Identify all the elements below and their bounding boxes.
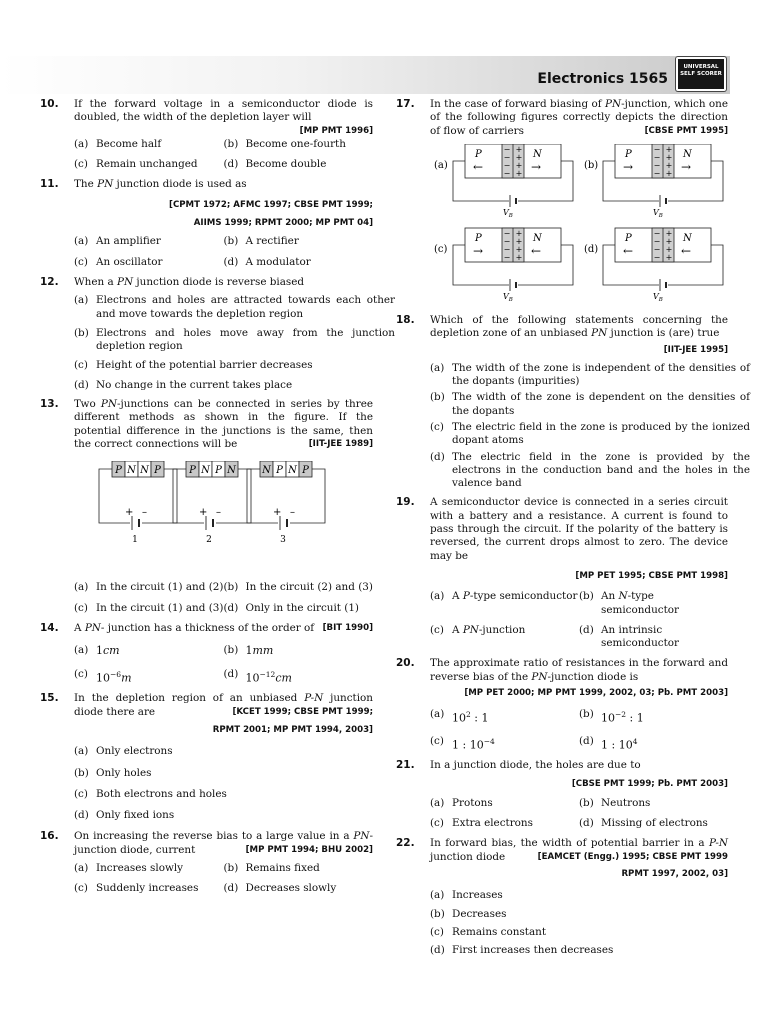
- right-column: [396, 98, 750, 963]
- question-13: [40, 398, 373, 615]
- battery-voltage-label: $V_B$: [503, 207, 513, 219]
- option-c[interactable]: (c) Suddenly increases: [74, 882, 199, 895]
- option-b[interactable]: (b) Decreases: [430, 907, 507, 920]
- battery-minus: –: [216, 507, 221, 519]
- option-b[interactable]: (b) An N-type semiconductor: [579, 590, 679, 616]
- positive-ion: +: [665, 152, 673, 162]
- negative-ion: −: [653, 252, 661, 262]
- positive-ion: +: [665, 244, 673, 254]
- option-b[interactable]: (b) $10^{-2}$ : 1: [579, 708, 644, 725]
- cell-label-P: P: [154, 465, 161, 477]
- cell-label-N: N: [262, 465, 271, 477]
- source-tag: [EAMCET (Engg.) 1995; CBSE PMT 1999: [537, 851, 728, 862]
- battery-voltage-label: $V_B$: [503, 291, 513, 303]
- option-d[interactable]: (d) No change in the current takes place: [74, 378, 293, 391]
- negative-ion: −: [653, 144, 661, 154]
- negative-ion: −: [653, 160, 661, 170]
- n-region-label: N: [683, 148, 692, 160]
- positive-ion: +: [515, 152, 523, 162]
- option-c[interactable]: (c) Both electrons and holes: [74, 787, 227, 800]
- question-22: [396, 837, 728, 957]
- source-tag: RPMT 2001; MP PMT 1994, 2003]: [212, 724, 373, 735]
- option-d[interactable]: (d) 1 : $10^4$: [579, 735, 638, 752]
- battery-voltage-label: $V_B$: [653, 291, 663, 303]
- figure-option-b: [584, 144, 723, 219]
- figure-label: (d): [584, 243, 599, 255]
- cell-label-P: P: [189, 465, 196, 477]
- option-a[interactable]: (a) Electrons and holes are attracted towards each other and move towards the depletion region: [74, 294, 395, 320]
- question-17: [396, 98, 728, 314]
- negative-ion: −: [503, 152, 511, 162]
- question-number: 19.: [396, 496, 415, 509]
- n-region-label: N: [533, 232, 542, 244]
- source-tag: [IIT-JEE 1995]: [663, 345, 728, 356]
- question-number: 20.: [396, 657, 415, 670]
- option-d[interactable]: (d) Only in the circuit (1): [223, 601, 359, 614]
- question-15: [40, 692, 373, 822]
- option-d[interactable]: (d) First increases then decreases: [430, 944, 614, 957]
- negative-ion: −: [653, 168, 661, 178]
- cell-label-P: P: [115, 465, 122, 477]
- cell-label-N: N: [140, 465, 149, 477]
- option-a[interactable]: (a) $10^2$ : 1: [430, 708, 489, 725]
- electron-flow-arrow: ←: [680, 243, 692, 258]
- source-tag: RPMT 1997, 2002, 03]: [621, 869, 728, 879]
- question-text: A semiconductor device is connected in a series circuit with a battery and a resistance. A current is found to pass through the circuit. If the polarity of the battery is reversed, the current drops almost to zero. The device may be: [430, 496, 728, 562]
- forward-bias-options-figure: [430, 144, 730, 314]
- question-text: Two PN-junctions can be connected in series by three different methods as shown in the figure. If the potential difference in the junctions is the same, then the correct connections will be [IIT-JEE 1989]: [74, 398, 374, 450]
- option-c[interactable]: (c) Extra electrons: [430, 817, 533, 830]
- series-junction-circuits-figure: [74, 461, 374, 553]
- question-number: 12.: [40, 275, 59, 288]
- question-number: 11.: [40, 178, 59, 191]
- electron-flow-arrow: ←: [530, 243, 542, 258]
- figure-option-d: [584, 228, 723, 303]
- cell-label-N: N: [201, 465, 210, 477]
- negative-ion: −: [653, 244, 661, 254]
- option-d[interactable]: (d) The electric field in the zone is provided by the electrons in the conduction band and the holes in the valence band: [430, 450, 750, 490]
- figure-label: (c): [434, 243, 448, 255]
- cell-label-P: P: [276, 465, 283, 477]
- option-d[interactable]: (d) An intrinsic semiconductor: [579, 623, 679, 650]
- positive-ion: +: [665, 160, 673, 170]
- source-tag: [IIT-JEE 1989]: [308, 438, 373, 449]
- negative-ion: −: [503, 244, 511, 254]
- option-c[interactable]: (c) 1 : $10^{-4}$: [430, 735, 495, 752]
- negative-ion: −: [503, 252, 511, 262]
- positive-ion: +: [515, 236, 523, 246]
- junction-circuit-2: [173, 461, 251, 545]
- option-a[interactable]: (a) Only electrons: [74, 745, 173, 758]
- question-number: 14.: [40, 621, 59, 634]
- p-region-label: P: [625, 148, 632, 160]
- battery-minus: –: [142, 507, 147, 519]
- question-12: [40, 275, 395, 392]
- question-18: [396, 313, 750, 491]
- positive-ion: +: [665, 252, 673, 262]
- option-a[interactable]: (a) The width of the zone is independent of the densities of the dopants (impurities): [430, 361, 750, 388]
- source-tag: [MP PMT 1996]: [299, 125, 373, 136]
- positive-ion: +: [515, 160, 523, 170]
- option-a[interactable]: (a) An amplifier: [74, 235, 161, 248]
- question-16: [40, 830, 373, 895]
- positive-ion: +: [665, 144, 673, 154]
- junction-circuit-1: [99, 461, 177, 545]
- circuit-number: 2: [206, 535, 212, 546]
- cell-label-N: N: [288, 465, 297, 477]
- n-region-label: N: [683, 232, 692, 244]
- option-d[interactable]: (d) Decreases slowly: [223, 882, 337, 895]
- source-tag: [MP PMT 1994; BHU 2002]: [245, 844, 373, 855]
- option-a[interactable]: (a) Protons: [430, 796, 493, 809]
- cell-label-N: N: [227, 465, 236, 477]
- battery-voltage-label: $V_B$: [653, 207, 663, 219]
- question-14: [40, 622, 373, 686]
- negative-ion: −: [503, 160, 511, 170]
- option-a[interactable]: (a) Increases slowly: [74, 862, 184, 875]
- question-number: 17.: [396, 98, 415, 110]
- source-tag: [MP PET 1995; CBSE PMT 1998]: [575, 570, 728, 581]
- negative-ion: −: [653, 228, 661, 238]
- option-a[interactable]: (a) Increases: [430, 889, 503, 902]
- negative-ion: −: [503, 236, 511, 246]
- option-a[interactable]: (a) A P-type semiconductor: [430, 590, 578, 603]
- question-text: When a PN junction diode is reverse biased: [74, 275, 305, 288]
- positive-ion: +: [515, 228, 523, 238]
- question-20: [396, 657, 728, 752]
- positive-ion: +: [515, 144, 523, 154]
- circuit-number: 1: [132, 535, 138, 546]
- option-b[interactable]: (b) A rectifier: [223, 235, 299, 248]
- positive-ion: +: [665, 236, 673, 246]
- question-number: 15.: [40, 692, 59, 705]
- source-tag: [MP PET 2000; MP PMT 1999, 2002, 03; Pb. PMT 2003]: [464, 688, 728, 699]
- n-region-label: N: [533, 148, 542, 160]
- question-number: 16.: [40, 830, 59, 843]
- circuit-number: 3: [280, 535, 286, 546]
- source-tag: AIIMS 1999; RPMT 2000; MP PMT 04]: [193, 218, 373, 229]
- option-b[interactable]: (b) Only holes: [74, 766, 152, 779]
- positive-ion: +: [665, 168, 673, 178]
- option-d[interactable]: (d) Become double: [223, 158, 327, 171]
- question-text: In the case of forward biasing of PN-junction, which one of the following figures correctly depicts the direction of flow of carriers [CBSE PMT 1995]: [430, 98, 729, 137]
- hole-flow-arrow: →: [472, 243, 484, 258]
- option-d[interactable]: (d) A modulator: [223, 255, 311, 268]
- hole-flow-arrow: →: [622, 159, 634, 174]
- p-region-label: P: [475, 148, 482, 160]
- question-text: The PN junction diode is used as: [74, 178, 247, 191]
- battery-plus: +: [125, 507, 134, 519]
- cell-label-P: P: [302, 465, 309, 477]
- option-a[interactable]: (a) Become half: [74, 137, 162, 150]
- page-title: Electronics 1565: [537, 71, 668, 87]
- question-number: 18.: [396, 313, 415, 326]
- question-11: [40, 178, 373, 268]
- source-tag: [CBSE PMT 1999; Pb. PMT 2003]: [571, 778, 728, 789]
- figure-option-a: [434, 144, 573, 219]
- universal-self-scorer-logo: UNIVERSAL SELF SCORER: [676, 57, 726, 91]
- left-column: [40, 98, 395, 903]
- battery-plus: +: [273, 507, 282, 519]
- question-text: A PN- junction has a thickness of the order of [BIT 1990]: [74, 621, 373, 634]
- option-c[interactable]: (c) $10^{-6}m$: [74, 668, 132, 686]
- junction-circuit-3: [247, 461, 325, 545]
- option-c[interactable]: (c) Remains constant: [430, 925, 547, 938]
- option-b[interactable]: (b) Neutrons: [579, 796, 651, 809]
- positive-ion: +: [515, 252, 523, 262]
- battery-minus: –: [290, 507, 295, 519]
- option-b[interactable]: (b) Become one-fourth: [223, 137, 346, 150]
- option-d[interactable]: (d) $10^{-12}cm$: [223, 668, 292, 686]
- source-tag: [CPMT 1972; AFMC 1997; CBSE PMT 1999;: [169, 199, 373, 210]
- question-text: Which of the following statements concerning the depletion zone of an unbiased PN junction is (are) true: [430, 313, 728, 340]
- option-a[interactable]: (a) 1cm: [74, 644, 120, 658]
- option-b[interactable]: (b) 1mm: [223, 644, 274, 658]
- negative-ion: −: [503, 144, 511, 154]
- battery-plus: +: [199, 507, 208, 519]
- question-text: In the depletion region of an unbiased P-N junction diode there are [KCET 1999; CBSE PMT 1999;: [74, 692, 373, 718]
- figure-label: (b): [584, 159, 599, 171]
- p-region-label: P: [625, 232, 632, 244]
- source-tag: [CBSE PMT 1995]: [644, 125, 728, 136]
- question-text: The approximate ratio of resistances in the forward and reverse bias of the PN-junction diode is: [430, 657, 728, 683]
- question-10: [40, 98, 373, 171]
- cell-label-P: P: [215, 465, 222, 477]
- question-number: 10.: [40, 98, 59, 110]
- option-b[interactable]: (b) Electrons and holes move away from the junction depletion region: [74, 326, 395, 353]
- positive-ion: +: [665, 228, 673, 238]
- source-tag: [BIT 1990]: [322, 622, 373, 633]
- hole-flow-arrow: ←: [622, 243, 634, 258]
- option-c[interactable]: (c) Height of the potential barrier decreases: [74, 359, 313, 372]
- option-a[interactable]: (a) In the circuit (1) and (2): [74, 581, 224, 594]
- electron-flow-arrow: →: [530, 159, 542, 174]
- question-number: 22.: [396, 837, 415, 850]
- option-d[interactable]: (d) Only fixed ions: [74, 809, 175, 822]
- question-21: [396, 759, 728, 830]
- electron-flow-arrow: →: [680, 159, 692, 174]
- question-text: On increasing the reverse bias to a large value in a PN-junction diode, current [MP PMT 1994; BHU 2002]: [74, 830, 373, 856]
- figure-option-c: [434, 228, 573, 303]
- page-header: [0, 56, 730, 94]
- negative-ion: −: [653, 236, 661, 246]
- question-19: [396, 496, 728, 650]
- option-c[interactable]: (c) The electric field in the zone is produced by the ionized dopant atoms: [430, 420, 750, 447]
- question-text: In a junction diode, the holes are due to: [430, 759, 641, 772]
- cell-label-N: N: [127, 465, 136, 477]
- positive-ion: +: [515, 168, 523, 178]
- positive-ion: +: [515, 244, 523, 254]
- question-text: If the forward voltage in a semiconductor diode is doubled, the width of the depletion layer will: [74, 98, 373, 124]
- question-text: In forward bias, the width of potential barrier in a P-N junction diode [EAMCET (Engg.) 1995; CBSE PMT 1999: [430, 837, 728, 863]
- question-number: 21.: [396, 759, 415, 772]
- hole-flow-arrow: ←: [472, 159, 484, 174]
- option-c[interactable]: (c) An oscillator: [74, 255, 163, 268]
- option-c[interactable]: (c) In the circuit (1) and (3): [74, 601, 224, 614]
- option-c[interactable]: (c) A PN-junction: [430, 623, 526, 636]
- figure-label: (a): [434, 159, 448, 171]
- p-region-label: P: [475, 232, 482, 244]
- negative-ion: −: [503, 228, 511, 238]
- source-tag: [KCET 1999; CBSE PMT 1999;: [232, 706, 373, 717]
- negative-ion: −: [503, 168, 511, 178]
- negative-ion: −: [653, 152, 661, 162]
- option-b[interactable]: (b) In the circuit (2) and (3): [223, 581, 373, 594]
- option-b[interactable]: (b) The width of the zone is dependent on the densities of the dopants: [430, 391, 750, 417]
- option-d[interactable]: (d) Missing of electrons: [579, 817, 708, 830]
- question-number: 13.: [40, 398, 59, 411]
- option-c[interactable]: (c) Remain unchanged: [74, 158, 198, 171]
- option-b[interactable]: (b) Remains fixed: [223, 862, 320, 875]
